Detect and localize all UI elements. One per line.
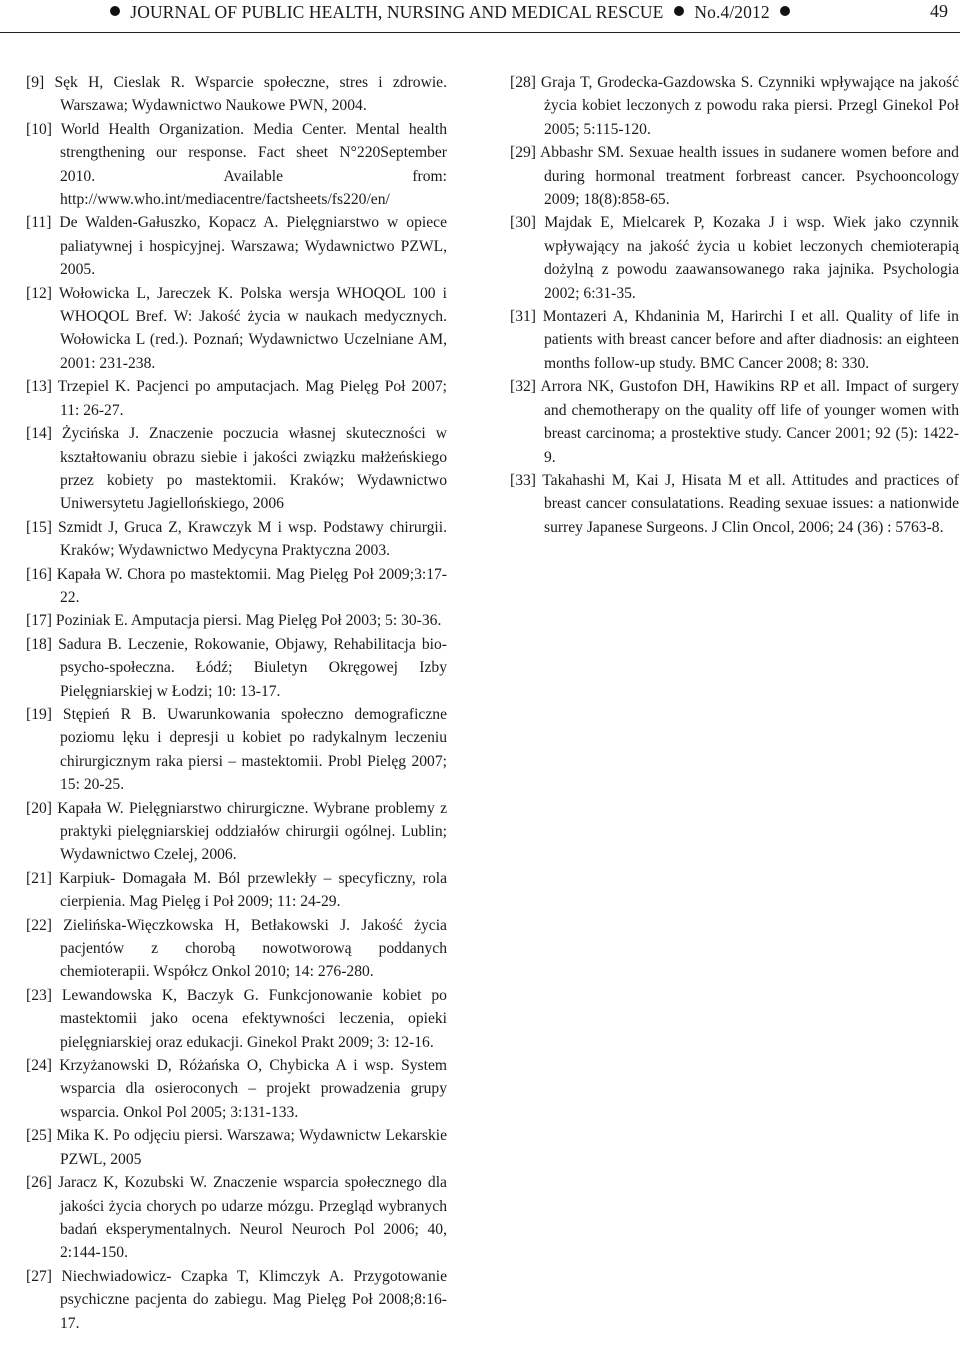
reference-text: Sęk H, Cieslak R. Wsparcie społeczne, stres i zdrowie. Warszawa; Wydawnictwo Naukowe PWN, 2004. bbox=[54, 74, 447, 115]
reference-item bbox=[26, 867, 447, 914]
reference-text: Majdak E, Mielcarek P, Kozaka J i wsp. Wiek jako czynnik wpływający na jakość życia u kobiet leczonych chemioterapią dożylną z powodu zaawansowanego raka jajnika. Psychologia 2002; 6:31-35. bbox=[544, 214, 959, 302]
reference-number: [26] bbox=[26, 1174, 52, 1192]
running-header bbox=[0, 0, 960, 32]
reference-text: Sadura B. Leczenie, Rokowanie, Objawy, Rehabilitacja bio-psycho-społeczna. Łódź; Biuletyn Okręgowej Izby Pielęgniarskiej w Łodzi; 10: 13-17. bbox=[58, 635, 447, 700]
reference-number: [9] bbox=[26, 74, 45, 91]
reference-text: Graja T, Grodecka-Gazdowska S. Czynniki wpływające na jakość życia kobiet leczonych z powodu raka piersi. Przegl Ginekol Poł 2005; 5:115-120. bbox=[540, 74, 959, 138]
reference-text: De Walden-Gałuszko, Kopacz A. Pielęgniarstwo w opiece paliatywnej i hospicyjnej. Warszawa; Wydawnictwo PZWL, 2005. bbox=[59, 214, 447, 279]
reference-item bbox=[26, 375, 447, 422]
reference-item bbox=[26, 1054, 447, 1124]
reference-item bbox=[26, 703, 447, 797]
reference-item bbox=[26, 633, 447, 703]
reference-item bbox=[510, 375, 959, 469]
reference-text: Kapała W. Pielęgniarstwo chirurgiczne. Wybrane problemy z praktyki pielęgniarskiej oddziałów chirurgii ogólnej. Lublin; Wydawnictwo Czelej, 2006. bbox=[57, 799, 447, 864]
reference-number: [11] bbox=[26, 214, 52, 232]
references-column-left bbox=[26, 71, 447, 1335]
reference-text: Niechwiadowicz- Czapka T, Klimczyk A. Przygotowanie psychiczne pacjenta do zabiegu. Mag Pielęg Poł 2008;8:16-17. bbox=[60, 1267, 447, 1332]
reference-item bbox=[26, 563, 447, 610]
reference-item bbox=[510, 211, 959, 305]
reference-item bbox=[26, 516, 447, 563]
reference-number: [20] bbox=[26, 799, 52, 817]
reference-text: Jaracz K, Kozubski W. Znaczenie wsparcia społecznego dla jakości życia chorych po udarze mózgu. Przegląd wybranych badań eksperymentalnych. Neurol Neuroch Pol 2006; 40, 2:144-150. bbox=[58, 1174, 447, 1262]
bullet-icon bbox=[780, 6, 790, 16]
reference-item bbox=[26, 422, 447, 516]
reference-item bbox=[26, 211, 447, 281]
reference-item bbox=[26, 914, 447, 984]
reference-item bbox=[26, 71, 447, 118]
reference-item bbox=[510, 141, 959, 211]
reference-item bbox=[26, 797, 447, 867]
journal-title: JOURNAL OF PUBLIC HEALTH, NURSING AND MEDICAL RESCUE bbox=[130, 2, 664, 22]
reference-number: [25] bbox=[26, 1127, 52, 1145]
reference-number: [31] bbox=[510, 308, 536, 326]
reference-number: [29] bbox=[510, 144, 536, 162]
reference-text: Poziniak E. Amputacja piersi. Mag Pielęg Poł 2003; 5: 30-36. bbox=[55, 612, 442, 630]
bullet-icon bbox=[674, 6, 684, 16]
reference-text: Montazeri A, Khdaninia M, Harirchi I et all. Quality of life in patients with breast cancer before and after diadnosis: an eighteen months follow-up study. BMC Cancer 2008; 8: 330. bbox=[542, 308, 959, 372]
reference-number: [10] bbox=[26, 120, 52, 138]
reference-number: [23] bbox=[26, 986, 52, 1004]
reference-item bbox=[26, 1265, 447, 1335]
reference-text: Trzepiel K. Pacjenci po amputacjach. Mag Pielęg Poł 2007; 11: 26-27. bbox=[57, 378, 447, 419]
reference-item bbox=[26, 1124, 447, 1171]
reference-text: Zielińska-Więczkowska H, Betłakowski J. Jakość życia pacjentów z chorobą nowotworową poddanych chemioterapii. Współcz Onkol 2010; 14: 276-280. bbox=[60, 916, 447, 981]
reference-text: Mika K. Po odjęciu piersi. Warszawa; Wydawnictw Lekarskie PZWL, 2005 bbox=[56, 1127, 447, 1168]
reference-number: [21] bbox=[26, 869, 52, 887]
header-divider bbox=[0, 32, 960, 33]
reference-item bbox=[510, 469, 959, 539]
reference-number: [18] bbox=[26, 635, 52, 653]
reference-text: Takahashi M, Kai J, Hisata M et all. Attitudes and practices of breast cancer consulatations. Reading sexuae issues: a nationwide surrey Japanese Surgeons. J Clin Oncol, 2006; 24 (36) : 5763-8. bbox=[542, 471, 959, 536]
reference-number: [33] bbox=[510, 471, 536, 489]
reference-number: [14] bbox=[26, 425, 52, 443]
reference-item bbox=[26, 1171, 447, 1265]
references-column-right bbox=[510, 71, 959, 539]
reference-text: World Health Organization. Media Center. Mental health strengthening our response. Fact sheet N°220September 2010. Available from: http://www.who.int/mediacentre/factsheets/fs220/en/ bbox=[60, 120, 447, 209]
reference-text: Szmidt J, Gruca Z, Krawczyk M i wsp. Podstawy chirurgii. Kraków; Wydawnictwo Medycyna Praktyczna 2003. bbox=[58, 518, 447, 560]
reference-item bbox=[510, 71, 959, 141]
reference-number: [22] bbox=[26, 916, 52, 934]
journal-header-line bbox=[0, 2, 900, 23]
reference-text: Krzyżanowski D, Różańska O, Chybicka A i wsp. System wsparcia dla osieroconych – projekt prowadzenia grupy wsparcia. Onkol Pol 2005; 3:131-133. bbox=[59, 1057, 448, 1121]
reference-number: [28] bbox=[510, 74, 536, 91]
reference-text: Kapała W. Chora po mastektomii. Mag Pielęg Poł 2009;3:17-22. bbox=[56, 565, 447, 606]
reference-number: [16] bbox=[26, 565, 52, 583]
reference-number: [32] bbox=[510, 378, 536, 396]
reference-number: [30] bbox=[510, 214, 536, 232]
reference-text: Stępień R B. Uwarunkowania społeczno demograficzne poziomu lęku i depresji u kobiet po radykalnym leczeniu chirurgicznym raka piersi – mastektomii. Probl Pielęg 2007; 15: 20-25. bbox=[60, 705, 447, 794]
reference-item bbox=[26, 282, 447, 376]
reference-text: Karpiuk- Domagała M. Ból przewlekły – specyficzny, rola cierpienia. Mag Pielęg i Poł 2009; 11: 24-29. bbox=[58, 869, 447, 911]
reference-text: Abbashr SM. Sexuae health issues in sudanere women before and during hormonal treatment forbreast cancer. Psychooncology 2009; 18(8):858-65. bbox=[539, 144, 959, 209]
page-number: 49 bbox=[930, 1, 948, 21]
reference-number: [24] bbox=[26, 1057, 52, 1075]
reference-number: [17] bbox=[26, 612, 52, 630]
reference-item bbox=[26, 118, 447, 212]
reference-item bbox=[26, 609, 447, 632]
reference-text: Lewandowska K, Baczyk G. Funkcjonowanie kobiet po mastektomii jako ocena efektywności leczenia, opieki pielęgniarskiej oraz edukacji. Ginekol Prakt 2009; 3: 12-16. bbox=[60, 986, 447, 1051]
reference-number: [15] bbox=[26, 518, 52, 536]
reference-number: [27] bbox=[26, 1267, 52, 1285]
issue-number: No.4/2012 bbox=[694, 2, 770, 22]
reference-item bbox=[510, 305, 959, 375]
reference-item bbox=[26, 984, 447, 1054]
reference-number: [13] bbox=[26, 378, 52, 396]
bullet-icon bbox=[110, 6, 120, 16]
reference-text: Wołowicka L, Jareczek K. Polska wersja WHOQOL 100 i WHOQOL Bref. W: Jakość życia w naukach medycznych. Wołowicka L (red.). Poznań; Wydawnictwo Uczelniane AM, 2001: 231-238. bbox=[58, 284, 447, 372]
reference-text: Arrora NK, Gustofon DH, Hawikins RP et all. Impact of surgery and chemotherapy on the quality off life of younger women with breast carcinoma; a prostektive study. Cancer 2001; 92 (5): 1422- 9. bbox=[540, 378, 959, 466]
reference-text: Życińska J. Znaczenie poczucia własnej skuteczności w kształtowaniu obrazu siebie i jakości związku małżeńskiego przez kobiety po mastektomii. Kraków; Wydawnictwo Uniwersytetu Jagiellońskiego, 2006 bbox=[60, 425, 447, 513]
reference-number: [19] bbox=[26, 705, 52, 723]
reference-number: [12] bbox=[26, 284, 52, 302]
